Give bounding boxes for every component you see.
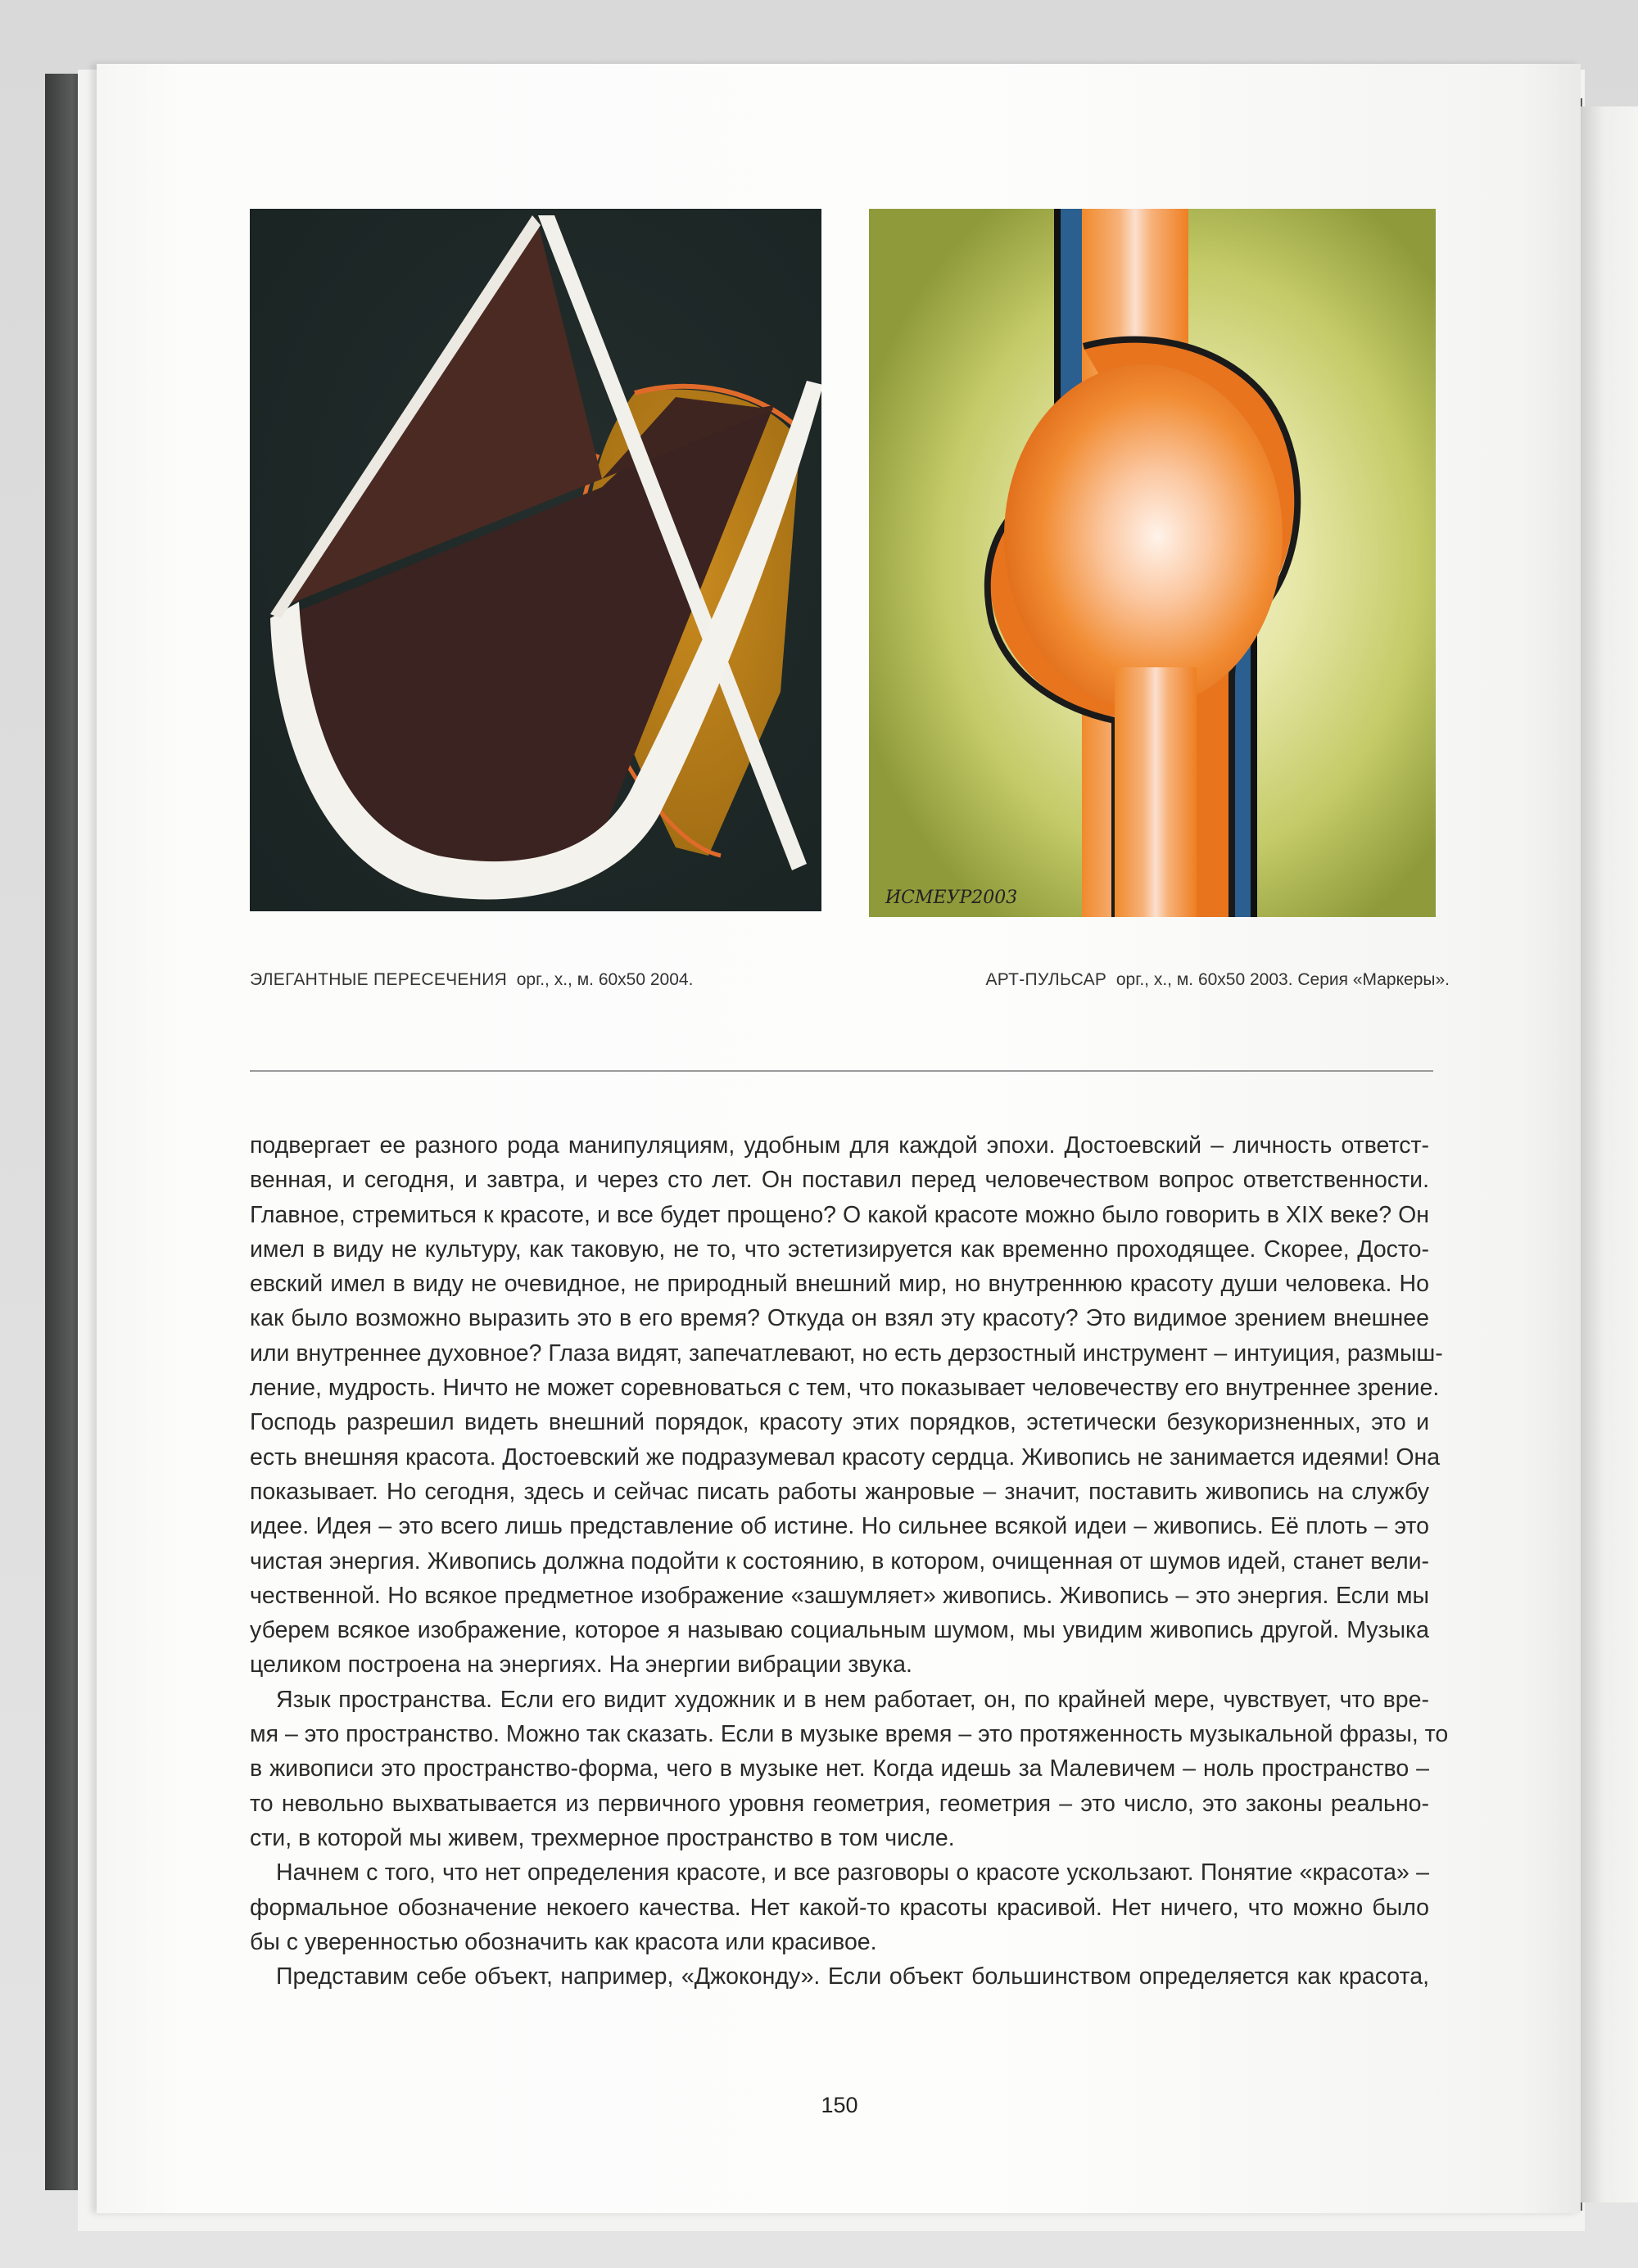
text-line: уберем всякое изображение, которое я называю социальным шумом, мы увидим живопись другой. Музыка bbox=[250, 1617, 1429, 1644]
text-line: венная, и сегодня, и завтра, и через сто лет. Он поставил перед человечеством вопрос ответственности. bbox=[250, 1167, 1429, 1194]
artwork-elegant-intersections bbox=[250, 209, 821, 911]
caption-left-title: ЭЛЕГАНТНЫЕ ПЕРЕСЕЧЕНИЯ bbox=[250, 970, 508, 989]
caption-right-details: орг., х., м. 60х50 2003. Серия «Маркеры». bbox=[1115, 970, 1450, 989]
text-line: подвергает ее разного рода манипуляциям, удобным для каждой эпохи. Достоевский – личность ответст- bbox=[250, 1132, 1429, 1159]
text-line: бы с уверенностью обозначить как красота или красивое. bbox=[250, 1928, 877, 1955]
caption-right-title: АРТ-ПУЛЬСАР bbox=[985, 970, 1107, 989]
text-line: чистая энергия. Живопись должна подойти к состоянию, в котором, очищенная от шумов идей, станет вели- bbox=[250, 1547, 1429, 1574]
text-line: показывает. Но сегодня, здесь и сейчас писать работы жанровые – значит, поставить живопись на службу bbox=[250, 1478, 1429, 1505]
text-line: в живописи это пространство-форма, чего в музыке нет. Когда идешь за Малевичем – ноль пространство – bbox=[250, 1755, 1429, 1782]
artwork-art-pulsar bbox=[869, 209, 1436, 917]
text-line: ление, мудрость. Ничто не может соревноваться с тем, что показывает человечеству его внутреннее зрение. bbox=[250, 1375, 1440, 1402]
text-line: идее. Идея – это всего лишь представление об истине. Но сильнее всякой идеи – живопись. Её плоть – это bbox=[250, 1513, 1429, 1540]
artwork-elegant-intersections-image bbox=[250, 209, 821, 911]
text-line: Язык пространства. Если его видит художник и в нем работает, он, по крайней мере, чувствует, что вре- bbox=[276, 1686, 1429, 1713]
caption-left-details: орг., х., м. 60х50 2004. bbox=[516, 970, 694, 989]
text-line: целиком построена на энергиях. На энергии вибрации звука. bbox=[250, 1651, 912, 1678]
text-line: или внутреннее духовное? Глаза видят, запечатлевают, но есть дерзостный инструмент – интуиция, размыш- bbox=[250, 1340, 1443, 1367]
text-line: имел в виду не культуру, как таковую, не то, что эстетизируется как временно проходящее. Скорее, Досто- bbox=[250, 1236, 1429, 1263]
text-line: Господь разрешил видеть внешний порядок, красоту этих порядков, эстетически безукоризненных, это и bbox=[250, 1409, 1429, 1436]
caption-right bbox=[985, 970, 1450, 990]
artwork-signature: ИСМЕУР2003 bbox=[885, 888, 1018, 908]
text-line: чественной. Но всякое предметное изображение «зашумляет» живопись. Живопись – это энергия. Если мы bbox=[250, 1582, 1429, 1609]
text-line: Главное, стремиться к красоте, и все будет прощено? О какой красоте можно было говорить в XIX веке? Он bbox=[250, 1201, 1429, 1228]
text-line: то невольно выхватывается из первичного уровня геометрия, геометрия – это число, это законы реально- bbox=[250, 1790, 1429, 1817]
horizontal-rule bbox=[250, 1070, 1433, 1072]
next-page-edge bbox=[1581, 106, 1638, 2202]
text-line: как было возможно выразить это в его время? Откуда он взял эту красоту? Это видимое зрением внешнее bbox=[250, 1305, 1429, 1332]
artwork-art-pulsar-image bbox=[869, 209, 1436, 917]
text-line: Представим себе объект, например, «Джоконду». Если объект большинством определяется как красота, bbox=[276, 1963, 1429, 1990]
text-line: евский имел в виду не очевидное, не природный внешний мир, но внутреннюю красоту души человека. Но bbox=[250, 1271, 1429, 1298]
text-line: есть внешняя красота. Достоевский же подразумевал красоту сердца. Живопись не занимается идеями! Она bbox=[250, 1443, 1441, 1471]
text-line: сти, в которой мы живем, трехмерное пространство в том числе. bbox=[250, 1824, 955, 1851]
caption-left bbox=[250, 970, 693, 990]
body-text bbox=[250, 1128, 1449, 1994]
text-line: формальное обозначение некоего качества. Нет какой-то красоты красивой. Нет ничего, что можно было bbox=[250, 1894, 1429, 1921]
text-line: Начнем с того, что нет определения красоте, и все разговоры о красоте ускользают. Понятие «красота» – bbox=[276, 1859, 1429, 1886]
text-line: мя – это пространство. Можно так сказать. Если в музыке время – это протяженность музыкальной фразы, то bbox=[250, 1721, 1449, 1748]
page-number: 150 bbox=[821, 2093, 858, 2117]
